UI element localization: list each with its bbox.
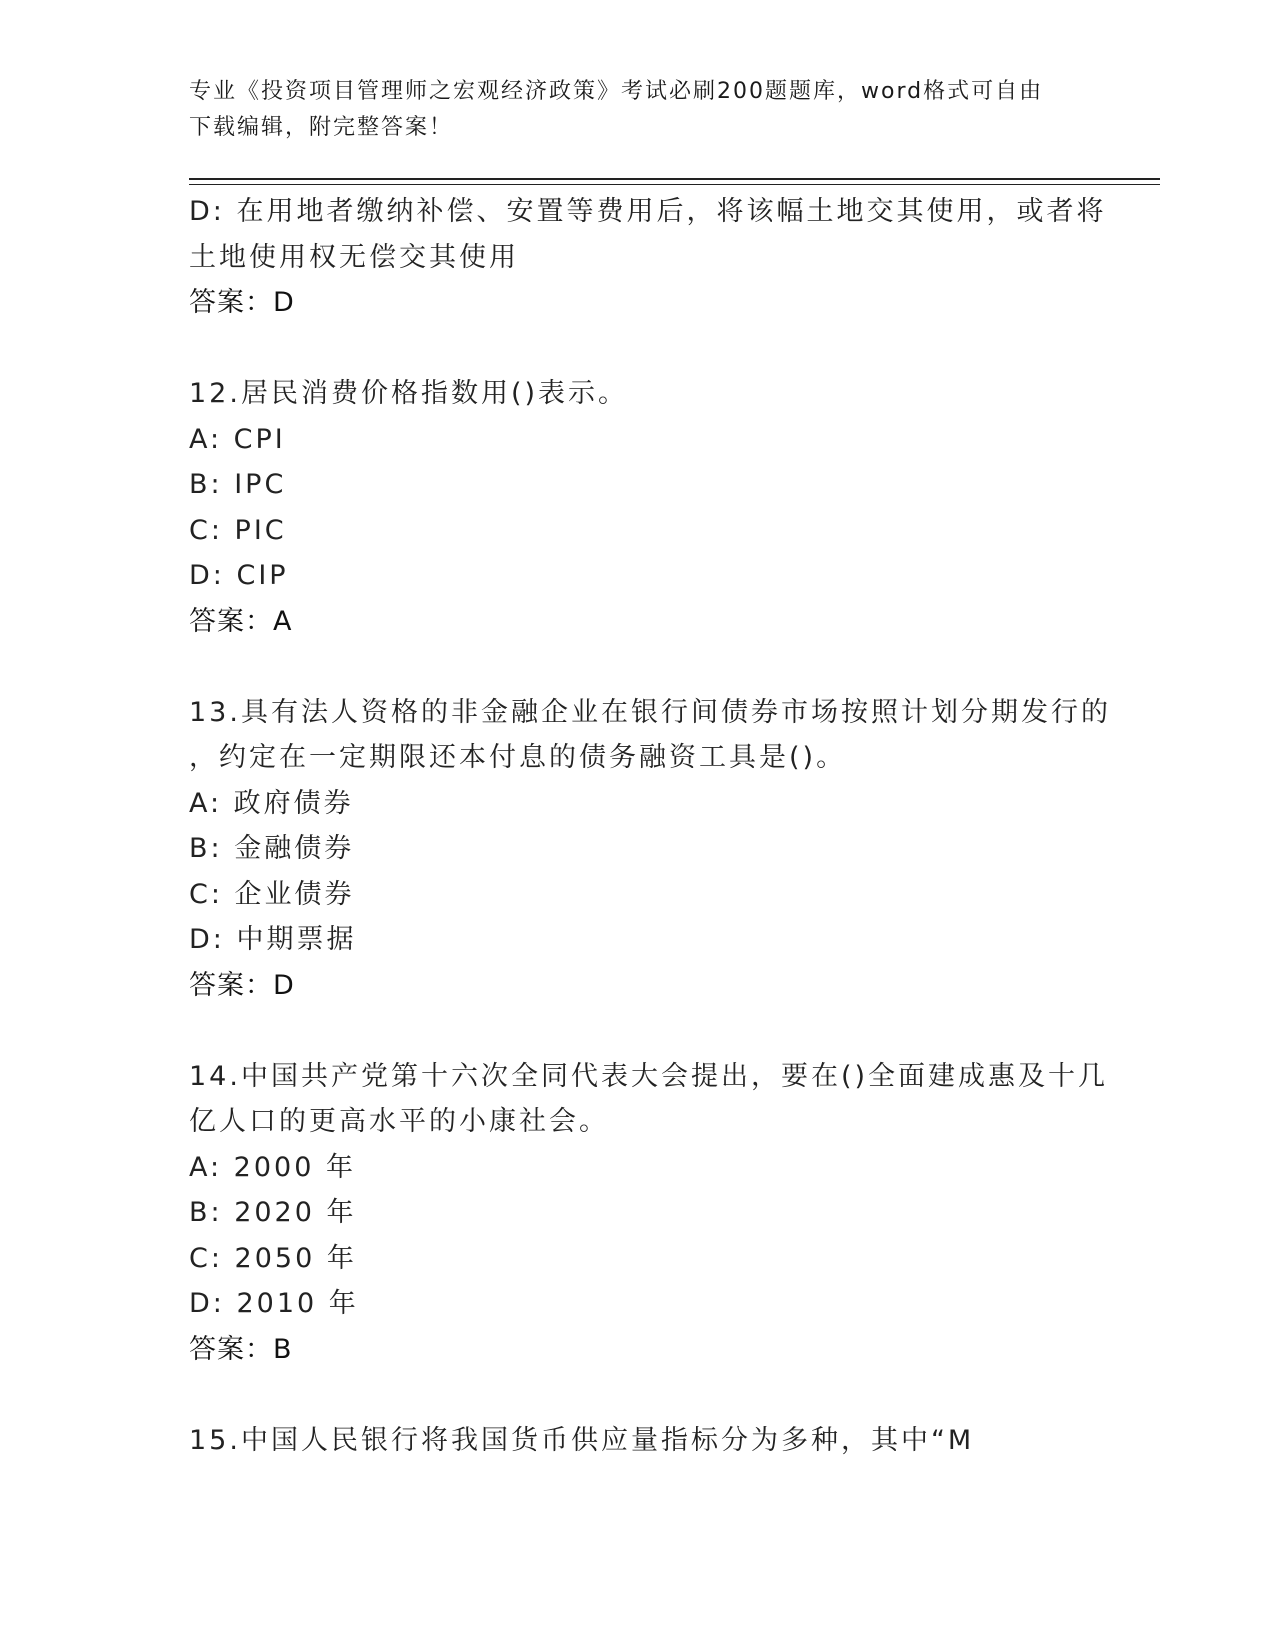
answer: 答案：D (189, 287, 295, 318)
question-15 (189, 1418, 1089, 1464)
question-stem-continued: 亿人口的更高水平的小康社会。 (189, 1106, 609, 1137)
answer: 答案：B (189, 1333, 293, 1365)
option-c: C: 企业债券 (189, 878, 355, 910)
option-b: B: IPC (189, 469, 287, 500)
option-d-continued: 土地使用权无偿交其使用 (189, 241, 519, 273)
spacer (189, 326, 1089, 372)
question-11-tail (189, 189, 1107, 326)
option-a: A: 2000 年 (189, 1151, 356, 1183)
answer: 答案：A (189, 605, 293, 637)
question-stem: 15.中国人民银行将我国货币供应量指标分为多种，其中“M (189, 1424, 975, 1456)
header-line-1: 专业《投资项目管理师之宏观经济政策》考试必刷200题题库，word格式可自由 (189, 79, 1044, 104)
question-stem: 12.居民消费价格指数用()表示。 (189, 378, 629, 409)
question-12 (189, 371, 1089, 644)
header-divider-thin (189, 184, 1160, 185)
option-b: B: 2020 年 (189, 1197, 357, 1228)
question-stem: 13.具有法人资格的非金融企业在银行间债券市场按照计划分期发行的 (189, 696, 1111, 728)
option-d: D: 在用地者缴纳补偿、安置等费用后，将该幅土地交其使用，或者将 (189, 196, 1107, 227)
header-line-2: 下载编辑，附完整答案！ (189, 115, 454, 140)
question-14 (189, 1054, 1109, 1373)
spacer (189, 1008, 1089, 1054)
spacer (189, 644, 1089, 690)
header-divider-thick (189, 178, 1160, 180)
spacer (189, 1372, 1089, 1418)
option-d: D: CIP (189, 560, 289, 591)
document-body (189, 189, 1111, 1463)
option-c: C: 2050 年 (189, 1242, 357, 1274)
option-b: B: 金融债券 (189, 833, 355, 864)
document-header (189, 74, 1069, 146)
option-d: D: 中期票据 (189, 924, 357, 955)
option-a: A: CPI (189, 423, 286, 455)
question-13 (189, 690, 1111, 1009)
answer: 答案：D (189, 969, 295, 1001)
question-stem: 14.中国共产党第十六次全同代表大会提出，要在()全面建成惠及十几 (189, 1060, 1109, 1092)
option-c: C: PIC (189, 514, 287, 546)
option-a: A: 政府债券 (189, 787, 354, 819)
option-d: D: 2010 年 (189, 1288, 359, 1319)
question-stem-continued: ，约定在一定期限还本付息的债务融资工具是()。 (189, 742, 847, 773)
